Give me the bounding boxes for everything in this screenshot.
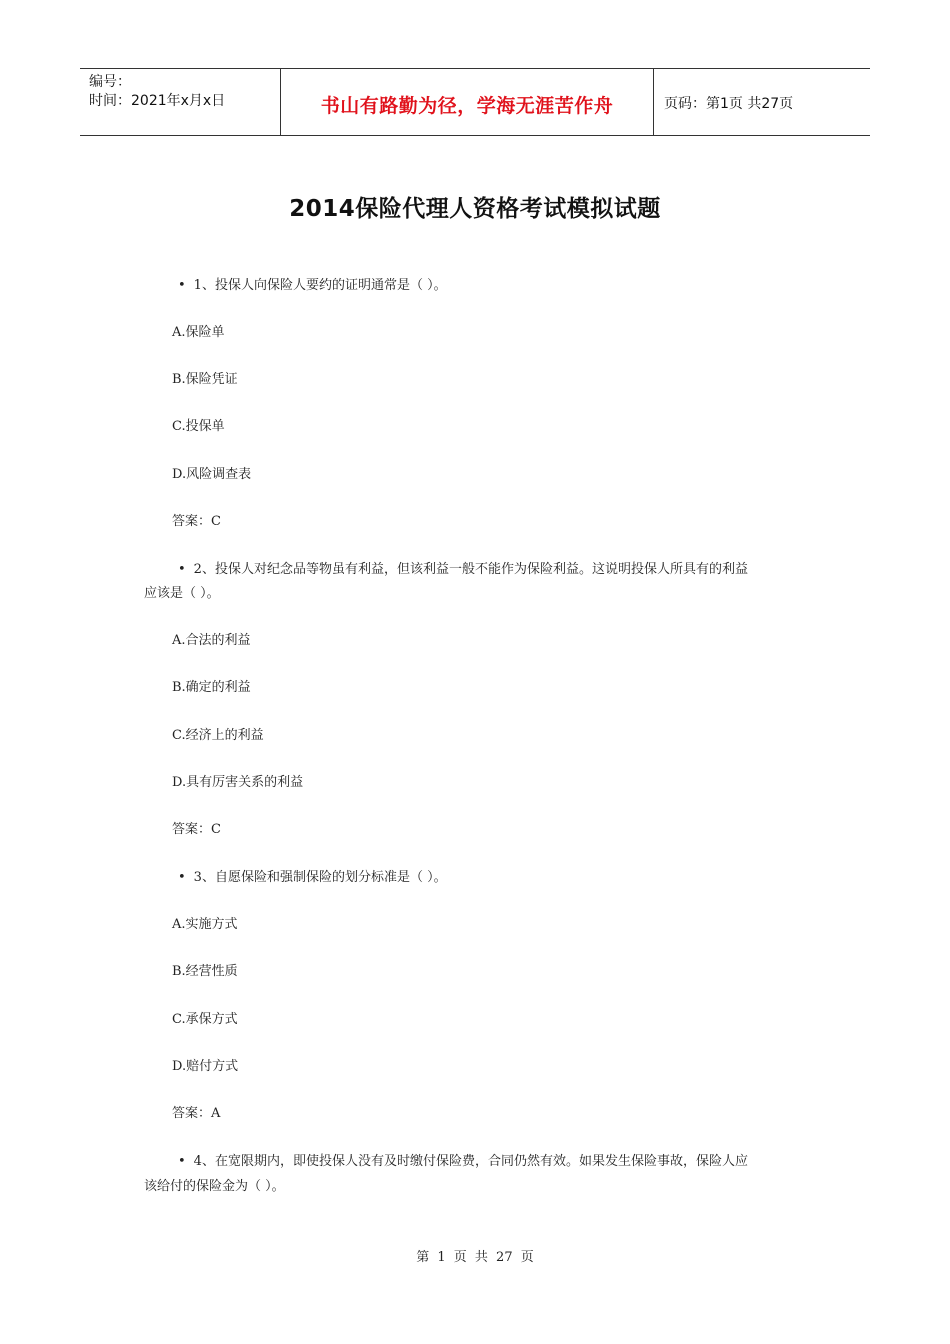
option-2b: B.确定的利益 [172, 680, 251, 695]
page-footer: 第 1 页 共 27 页 [416, 1250, 534, 1265]
question-1 [178, 276, 447, 296]
bullet-icon: • [178, 1154, 186, 1169]
answer-2: 答案：C [172, 822, 221, 837]
option-2c: C.经济上的利益 [172, 728, 264, 743]
option-1b: B.保险凭证 [172, 372, 238, 387]
bullet-icon: • [178, 278, 186, 293]
question-text: 2、投保人对纪念品等物虽有利益，但该利益一般不能作为保险利益。这说明投保人所具有的利益 [193, 562, 748, 577]
option-1a: A.保险单 [172, 325, 225, 340]
option-1d: D.风险调查表 [172, 467, 252, 482]
question-4 [178, 1152, 748, 1172]
option-3a: A.实施方式 [172, 917, 238, 932]
option-3b: B.经营性质 [172, 964, 238, 979]
bullet-icon: • [178, 562, 186, 577]
question-text: 1、投保人向保险人要约的证明通常是（ ）。 [193, 278, 447, 293]
option-1c: C.投保单 [172, 419, 225, 434]
bullet-icon: • [178, 870, 186, 885]
question-text: 4、在宽限期内，即使投保人没有及时缴付保险费，合同仍然有效。如果发生保险事故，保险人应 [193, 1154, 748, 1169]
header-page-info: 页码：第1页 共27页 [664, 96, 794, 112]
number-label: 编号： [89, 74, 131, 90]
option-3d: D.赔付方式 [172, 1059, 239, 1074]
question-text: 3、自愿保险和强制保险的划分标准是（ ）。 [193, 870, 447, 885]
option-2d: D.具有厉害关系的利益 [172, 775, 304, 790]
header-table [80, 68, 870, 136]
option-2a: A.合法的利益 [172, 633, 251, 648]
date-label: 时间：2021年x月x日 [89, 93, 226, 109]
header-motto: 书山有路勤为径，学海无涯苦作舟 [281, 69, 654, 135]
header-meta-cell [80, 69, 281, 135]
answer-1: 答案：C [172, 514, 221, 529]
question-2 [178, 560, 748, 580]
answer-3: 答案：A [172, 1106, 221, 1121]
question-3 [178, 868, 447, 888]
question-4-continued: 该给付的保险金为（ ）。 [144, 1179, 285, 1194]
option-3c: C.承保方式 [172, 1012, 238, 1027]
document-title: 2014保险代理人资格考试模拟试题 [289, 196, 661, 222]
question-2-continued: 应该是（ ）。 [144, 586, 220, 601]
